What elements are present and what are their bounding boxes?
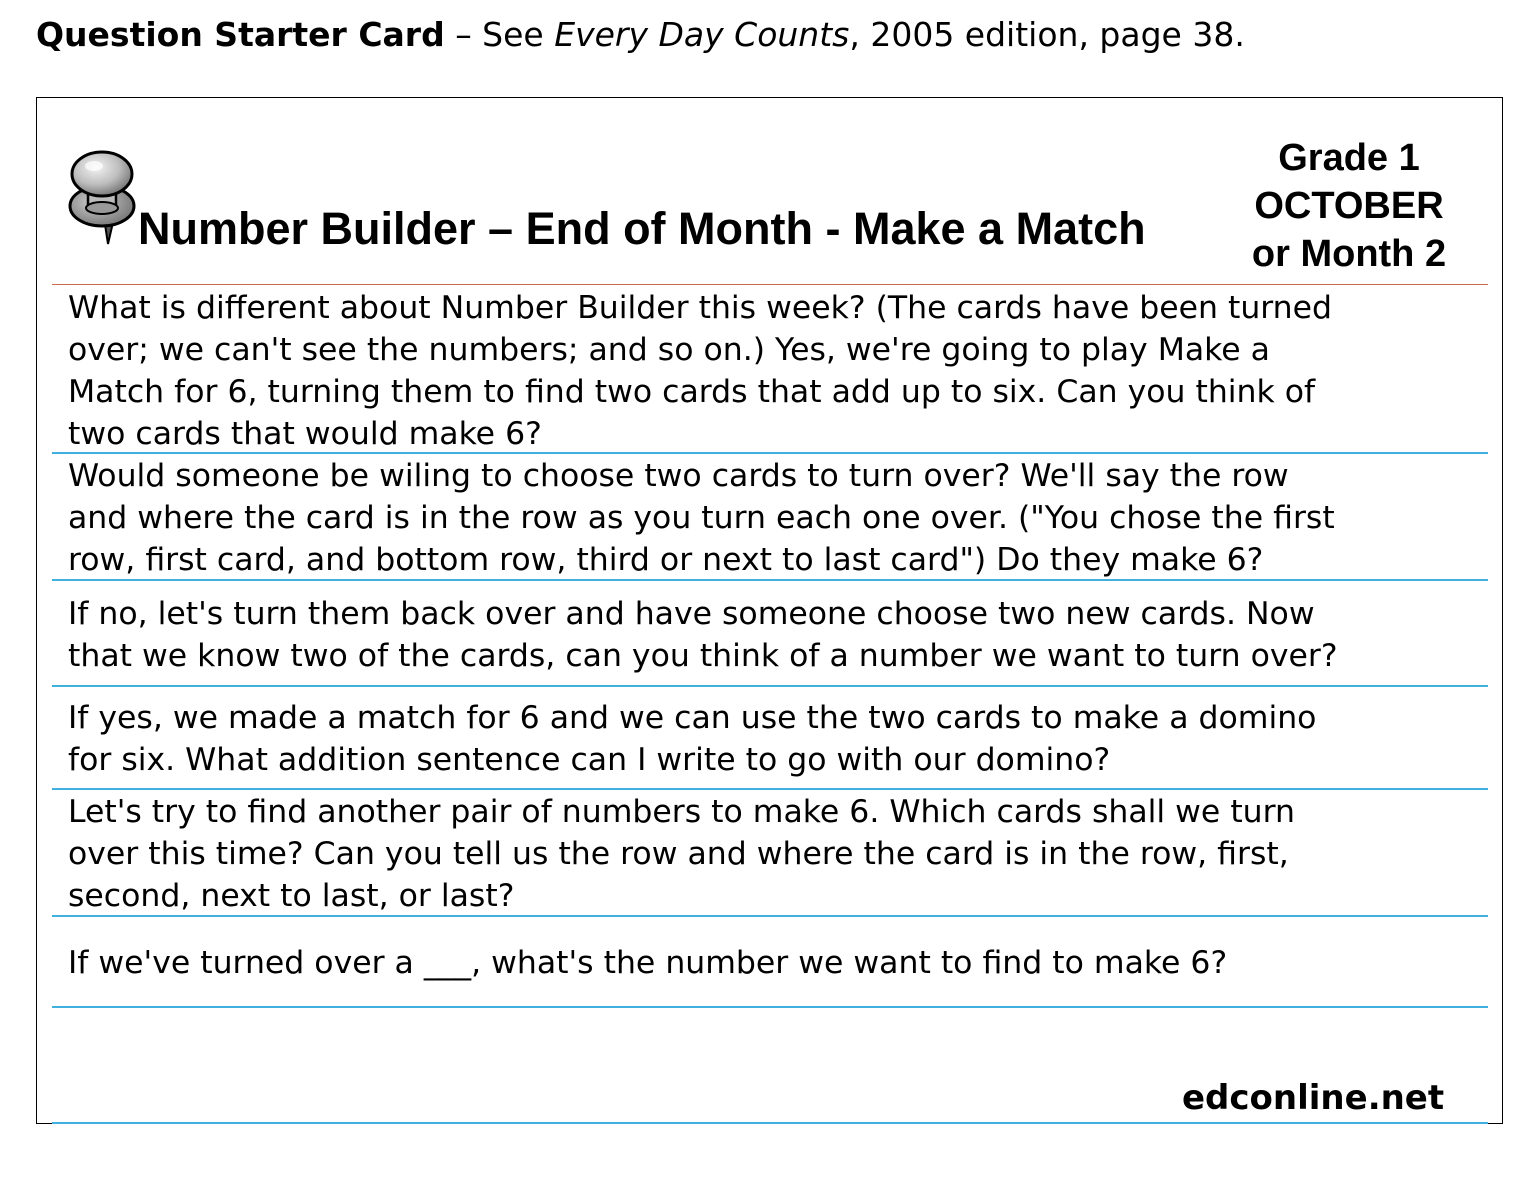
divider bbox=[52, 685, 1488, 687]
grade-label: Grade 1 bbox=[1278, 137, 1420, 179]
header-divider bbox=[52, 284, 1488, 285]
heading-label: Question Starter Card bbox=[36, 15, 445, 54]
card-title: Number Builder – End of Month - Make a Match bbox=[138, 203, 1146, 254]
divider bbox=[52, 579, 1488, 581]
heading-book-title: Every Day Counts bbox=[554, 15, 850, 54]
divider bbox=[52, 788, 1488, 790]
page-heading bbox=[36, 14, 1245, 56]
heading-rest: , 2005 edition, page 38. bbox=[849, 15, 1245, 54]
question-1: What is different about Number Builder this week? (The cards have been turned over; we can't see the numbers; and so on.) Yes, we're going to play Make a Match for 6, turning them to find two cards that add up to six. Can you think of two cards that would make 6? bbox=[68, 290, 1333, 452]
pushpin-icon bbox=[64, 148, 140, 246]
divider bbox=[52, 452, 1488, 454]
month-label: OCTOBER bbox=[1254, 185, 1444, 227]
heading-separator: – See bbox=[444, 15, 555, 54]
divider bbox=[52, 915, 1488, 917]
question-4: If yes, we made a match for 6 and we can use the two cards to make a domino for six. What addition sentence can I write to go with our domino? bbox=[68, 700, 1317, 778]
question-5: Let's try to find another pair of numbers to make 6. Which cards shall we turn over this time? Can you tell us the row and where the card is in the row, first, second, next to last, or last? bbox=[68, 794, 1295, 914]
footer-divider bbox=[52, 1122, 1488, 1124]
divider bbox=[52, 1006, 1488, 1008]
grade-block bbox=[1218, 134, 1480, 278]
question-6: If we've turned over a ___, what's the number we want to find to make 6? bbox=[68, 945, 1228, 981]
question-2: Would someone be wiling to choose two cards to turn over? We'll say the row and where the card is in the row as you turn each one over. ("You chose the first row, first card, and bottom row, third or next to last card") Do they make 6? bbox=[68, 458, 1335, 578]
footer-site: edconline.net bbox=[1182, 1078, 1445, 1118]
month-alt-label: or Month 2 bbox=[1251, 233, 1447, 275]
question-3: If no, let's turn them back over and have someone choose two new cards. Now that we know two of the cards, can you think of a number we want to turn over? bbox=[68, 596, 1338, 674]
